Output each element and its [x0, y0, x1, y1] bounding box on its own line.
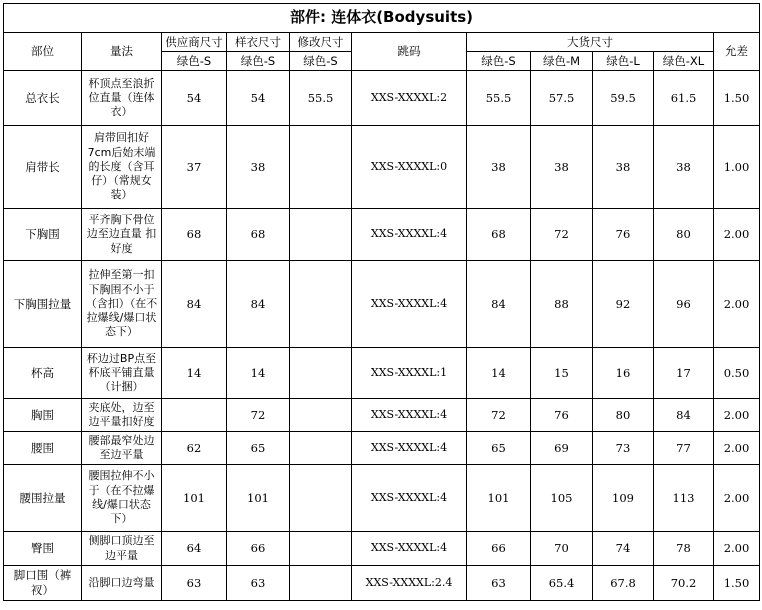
- cell-tolerance: 0.50: [714, 348, 760, 399]
- cell-sample-size: 101: [227, 465, 290, 532]
- cell-grading: XXS-XXXXL:4: [352, 465, 467, 532]
- cell-bulk-s: 63: [467, 566, 531, 601]
- cell-method: 拉伸至第一扣下胸围不小于（含扣）（在不拉爆线/爆口状态下）: [82, 261, 162, 348]
- table-row: [4, 71, 760, 126]
- cell-method: 沿脚口边弯量: [82, 566, 162, 601]
- subheader-supplier: 绿色-S: [162, 52, 227, 71]
- title-row: [4, 4, 760, 33]
- cell-bulk-xl: 38: [654, 126, 714, 209]
- cell-method: 腰部最窄处边至边平量: [82, 432, 162, 465]
- cell-bulk-m: 65.4: [531, 566, 593, 601]
- cell-supplier-size: 54: [162, 71, 227, 126]
- cell-method: 夹底处，边至边平量扣好度: [82, 399, 162, 432]
- subheader-bulk-m: 绿色-M: [531, 52, 593, 71]
- cell-bulk-m: 15: [531, 348, 593, 399]
- cell-bulk-s: 84: [467, 261, 531, 348]
- cell-sample-size: 38: [227, 126, 290, 209]
- header-sample-size: 样衣尺寸: [227, 33, 290, 52]
- header-position: 部位: [4, 33, 82, 71]
- cell-part: 腰围: [4, 432, 82, 465]
- cell-bulk-s: 38: [467, 126, 531, 209]
- cell-bulk-l: 92: [593, 261, 654, 348]
- cell-supplier-size: [162, 399, 227, 432]
- cell-bulk-xl: 80: [654, 209, 714, 261]
- cell-grading: XXS-XXXXL:4: [352, 432, 467, 465]
- cell-bulk-l: 74: [593, 532, 654, 566]
- cell-part: 脚口围（裤衩）: [4, 566, 82, 601]
- header-revised-size: 修改尺寸: [290, 33, 352, 52]
- cell-grading: XXS-XXXXL:4: [352, 532, 467, 566]
- cell-grading: XXS-XXXXL:2.4: [352, 566, 467, 601]
- cell-revised-size: [290, 465, 352, 532]
- cell-supplier-size: 63: [162, 566, 227, 601]
- cell-bulk-s: 65: [467, 432, 531, 465]
- cell-grading: XXS-XXXXL:1: [352, 348, 467, 399]
- table-row: [4, 261, 760, 348]
- cell-method: 腰围拉伸不小于（在不拉爆线/爆口状态下）: [82, 465, 162, 532]
- cell-tolerance: 1.50: [714, 71, 760, 126]
- subheader-sample: 绿色-S: [227, 52, 290, 71]
- cell-bulk-l: 38: [593, 126, 654, 209]
- cell-revised-size: [290, 566, 352, 601]
- cell-supplier-size: 62: [162, 432, 227, 465]
- cell-grading: XXS-XXXXL:4: [352, 261, 467, 348]
- cell-bulk-m: 88: [531, 261, 593, 348]
- cell-method: 杯边过BP点至杯底平铺直量（计捆）: [82, 348, 162, 399]
- header-grading: 跳码: [352, 33, 467, 71]
- cell-bulk-l: 16: [593, 348, 654, 399]
- cell-bulk-m: 105: [531, 465, 593, 532]
- cell-bulk-xl: 77: [654, 432, 714, 465]
- cell-part: 腰围拉量: [4, 465, 82, 532]
- cell-bulk-m: 38: [531, 126, 593, 209]
- cell-revised-size: [290, 261, 352, 348]
- cell-bulk-s: 68: [467, 209, 531, 261]
- table-row: [4, 432, 760, 465]
- subheader-revised: 绿色-S: [290, 52, 352, 71]
- cell-bulk-s: 55.5: [467, 71, 531, 126]
- cell-tolerance: 2.00: [714, 465, 760, 532]
- cell-bulk-s: 101: [467, 465, 531, 532]
- cell-part: 杯高: [4, 348, 82, 399]
- cell-part: 胸围: [4, 399, 82, 432]
- cell-bulk-l: 109: [593, 465, 654, 532]
- header-method: 量法: [82, 33, 162, 71]
- cell-method: 侧脚口顶边至边平量: [82, 532, 162, 566]
- cell-sample-size: 65: [227, 432, 290, 465]
- table-row: [4, 126, 760, 209]
- cell-sample-size: 66: [227, 532, 290, 566]
- cell-bulk-xl: 84: [654, 399, 714, 432]
- cell-grading: XXS-XXXXL:4: [352, 399, 467, 432]
- cell-revised-size: 55.5: [290, 71, 352, 126]
- spec-sheet: [3, 3, 760, 601]
- cell-grading: XXS-XXXXL:0: [352, 126, 467, 209]
- cell-bulk-s: 72: [467, 399, 531, 432]
- table-row: [4, 209, 760, 261]
- cell-sample-size: 63: [227, 566, 290, 601]
- cell-sample-size: 68: [227, 209, 290, 261]
- cell-revised-size: [290, 432, 352, 465]
- cell-supplier-size: 101: [162, 465, 227, 532]
- header-supplier-size: 供应商尺寸: [162, 33, 227, 52]
- cell-sample-size: 84: [227, 261, 290, 348]
- cell-tolerance: 2.00: [714, 209, 760, 261]
- cell-tolerance: 2.00: [714, 432, 760, 465]
- cell-bulk-l: 59.5: [593, 71, 654, 126]
- cell-sample-size: 14: [227, 348, 290, 399]
- table-row: [4, 566, 760, 601]
- cell-sample-size: 72: [227, 399, 290, 432]
- cell-part: 总衣长: [4, 71, 82, 126]
- cell-bulk-m: 76: [531, 399, 593, 432]
- cell-revised-size: [290, 399, 352, 432]
- cell-method: 肩带回扣好7cm后始末端的长度（含耳仔）（常规女装）: [82, 126, 162, 209]
- cell-bulk-m: 69: [531, 432, 593, 465]
- cell-supplier-size: 14: [162, 348, 227, 399]
- cell-tolerance: 1.00: [714, 126, 760, 209]
- sheet-title: 部件: 连体衣(Bodysuits): [4, 4, 760, 33]
- cell-supplier-size: 68: [162, 209, 227, 261]
- cell-bulk-m: 72: [531, 209, 593, 261]
- header-bulk-size: 大货尺寸: [467, 33, 714, 52]
- cell-part: 下胸围拉量: [4, 261, 82, 348]
- cell-bulk-xl: 70.2: [654, 566, 714, 601]
- cell-bulk-m: 57.5: [531, 71, 593, 126]
- cell-grading: XXS-XXXXL:4: [352, 209, 467, 261]
- table-row: [4, 465, 760, 532]
- cell-tolerance: 1.50: [714, 566, 760, 601]
- cell-bulk-m: 70: [531, 532, 593, 566]
- subheader-bulk-s: 绿色-S: [467, 52, 531, 71]
- cell-bulk-xl: 96: [654, 261, 714, 348]
- cell-tolerance: 2.00: [714, 399, 760, 432]
- cell-bulk-xl: 78: [654, 532, 714, 566]
- cell-revised-size: [290, 126, 352, 209]
- cell-bulk-xl: 113: [654, 465, 714, 532]
- cell-sample-size: 54: [227, 71, 290, 126]
- cell-part: 臀围: [4, 532, 82, 566]
- cell-part: 肩带长: [4, 126, 82, 209]
- cell-bulk-s: 66: [467, 532, 531, 566]
- cell-supplier-size: 64: [162, 532, 227, 566]
- cell-method: 平齐胸下骨位边至边直量 扣好度: [82, 209, 162, 261]
- cell-supplier-size: 84: [162, 261, 227, 348]
- cell-part: 下胸围: [4, 209, 82, 261]
- measurement-table: [3, 3, 760, 601]
- table-row: [4, 348, 760, 399]
- table-row: [4, 532, 760, 566]
- cell-grading: XXS-XXXXL:2: [352, 71, 467, 126]
- cell-supplier-size: 37: [162, 126, 227, 209]
- cell-tolerance: 2.00: [714, 532, 760, 566]
- cell-bulk-l: 76: [593, 209, 654, 261]
- cell-bulk-xl: 17: [654, 348, 714, 399]
- cell-bulk-l: 73: [593, 432, 654, 465]
- header-tolerance: 允差: [714, 33, 760, 71]
- cell-revised-size: [290, 209, 352, 261]
- cell-method: 杯顶点至浪折位直量（连体衣）: [82, 71, 162, 126]
- cell-bulk-s: 14: [467, 348, 531, 399]
- subheader-bulk-xl: 绿色-XL: [654, 52, 714, 71]
- cell-bulk-l: 80: [593, 399, 654, 432]
- table-row: [4, 399, 760, 432]
- cell-bulk-xl: 61.5: [654, 71, 714, 126]
- header-row: [4, 33, 760, 52]
- cell-tolerance: 2.00: [714, 261, 760, 348]
- cell-revised-size: [290, 348, 352, 399]
- cell-revised-size: [290, 532, 352, 566]
- cell-bulk-l: 67.8: [593, 566, 654, 601]
- subheader-bulk-l: 绿色-L: [593, 52, 654, 71]
